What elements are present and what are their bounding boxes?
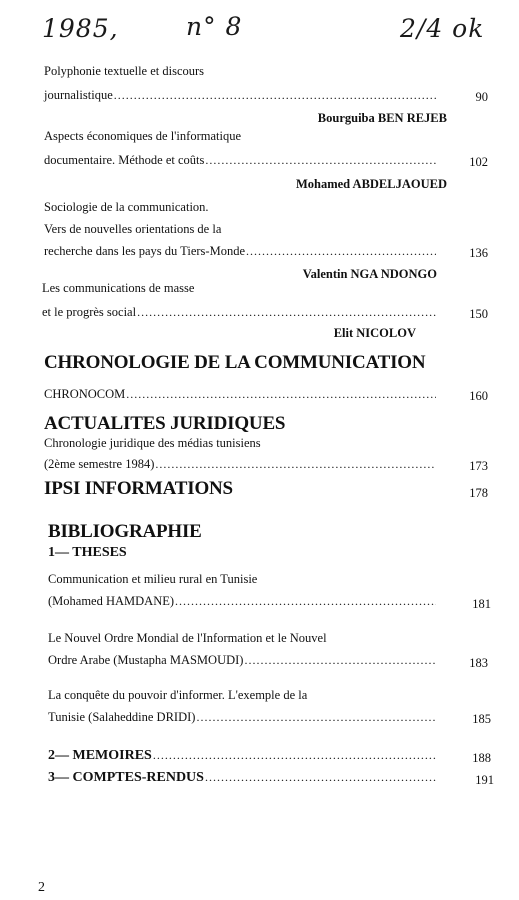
entry-leader-line — [44, 387, 436, 402]
subsection-heading: 1— THESES — [48, 545, 127, 560]
entry-title-line: Polyphonie textuelle et discours — [44, 64, 205, 78]
dot-leader — [205, 153, 436, 168]
entry-title-line: Communication et milieu rural en Tunisie — [48, 572, 258, 586]
entry-author: Bourguiba BEN REJEB — [317, 111, 447, 125]
section-heading: IPSI INFORMATIONS — [44, 478, 233, 499]
section-heading: ACTUALITES JURIDIQUES — [44, 413, 286, 434]
entry-leader-line — [44, 457, 436, 472]
entry-page-number: 90 — [475, 90, 488, 104]
entry-title-line: (2ème semestre 1984) — [44, 457, 155, 471]
dot-leader — [244, 653, 436, 668]
entry-author: Valentin NGA NDONGO — [302, 267, 437, 281]
entry-title-line: Tunisie (Salaheddine DRIDI) — [48, 710, 196, 724]
section-heading: BIBLIOGRAPHIE — [48, 521, 202, 542]
section-heading: CHRONOLOGIE DE LA COMMUNICATION — [44, 352, 426, 373]
entry-title-line: recherche dans les pays du Tiers-Monde — [44, 244, 245, 258]
entry-title-line: documentaire. Méthode et coûts — [44, 153, 205, 167]
entry-leader-line — [48, 653, 436, 668]
page-number: 2 — [38, 880, 45, 895]
entry-page-number: 160 — [469, 389, 488, 403]
subsection-heading: 2— MEMOIRES — [48, 748, 152, 763]
entry-page-number: 188 — [472, 751, 491, 765]
handwritten-mark: 2/4 ok — [400, 14, 485, 43]
entry-title-line: Vers de nouvelles orientations de la — [44, 222, 222, 236]
entry-title-line: Ordre Arabe (Mustapha MASMOUDI) — [48, 653, 244, 667]
dot-leader — [137, 305, 436, 320]
entry-author: Elit NICOLOV — [333, 326, 416, 340]
entry-leader-line — [44, 88, 436, 103]
dot-leader — [196, 710, 436, 725]
handwritten-issue: n° 8 — [186, 12, 243, 41]
handwritten-year: 1985, — [42, 14, 119, 43]
entry-title-line: CHRONOCOM — [44, 387, 126, 401]
dot-leader — [153, 748, 436, 763]
entry-page-number: 183 — [469, 656, 488, 670]
subsection-leader-line — [48, 770, 436, 786]
entry-title-line: Aspects économiques de l'informatique — [44, 129, 241, 143]
entry-title-line: journalistique — [44, 88, 113, 102]
entry-page-number: 191 — [475, 773, 494, 787]
subsection-leader-line — [48, 748, 436, 764]
dot-leader — [155, 457, 436, 472]
dot-leader — [175, 594, 436, 609]
entry-title-line: Le Nouvel Ordre Mondial de l'Information et le Nouvel — [48, 631, 327, 645]
dot-leader — [114, 88, 436, 103]
entry-title-line: et le progrès social — [42, 305, 137, 319]
entry-title-line: Chronologie juridique des médias tunisiens — [44, 436, 261, 450]
entry-leader-line — [48, 710, 436, 725]
entry-title-line: Sociologie de la communication. — [44, 200, 209, 214]
entry-leader-line — [44, 244, 436, 259]
entry-page-number: 178 — [469, 486, 488, 500]
entry-title-line: (Mohamed HAMDANE) — [48, 594, 175, 608]
entry-title-line: Les communications de masse — [42, 281, 195, 295]
entry-page-number: 136 — [469, 246, 488, 260]
subsection-heading: 3— COMPTES-RENDUS — [48, 770, 204, 785]
dot-leader — [205, 770, 436, 785]
entry-title-line: La conquête du pouvoir d'informer. L'exemple de la — [48, 688, 308, 702]
entry-leader-line — [44, 153, 436, 168]
entry-page-number: 185 — [472, 712, 491, 726]
entry-page-number: 173 — [469, 459, 488, 473]
entry-page-number: 181 — [472, 597, 491, 611]
entry-leader-line — [42, 305, 436, 320]
entry-page-number: 102 — [469, 155, 488, 169]
entry-page-number: 150 — [469, 307, 488, 321]
entry-author: Mohamed ABDELJAOUED — [295, 177, 447, 191]
dot-leader — [246, 244, 436, 259]
entry-leader-line — [48, 594, 436, 609]
dot-leader — [126, 387, 436, 402]
